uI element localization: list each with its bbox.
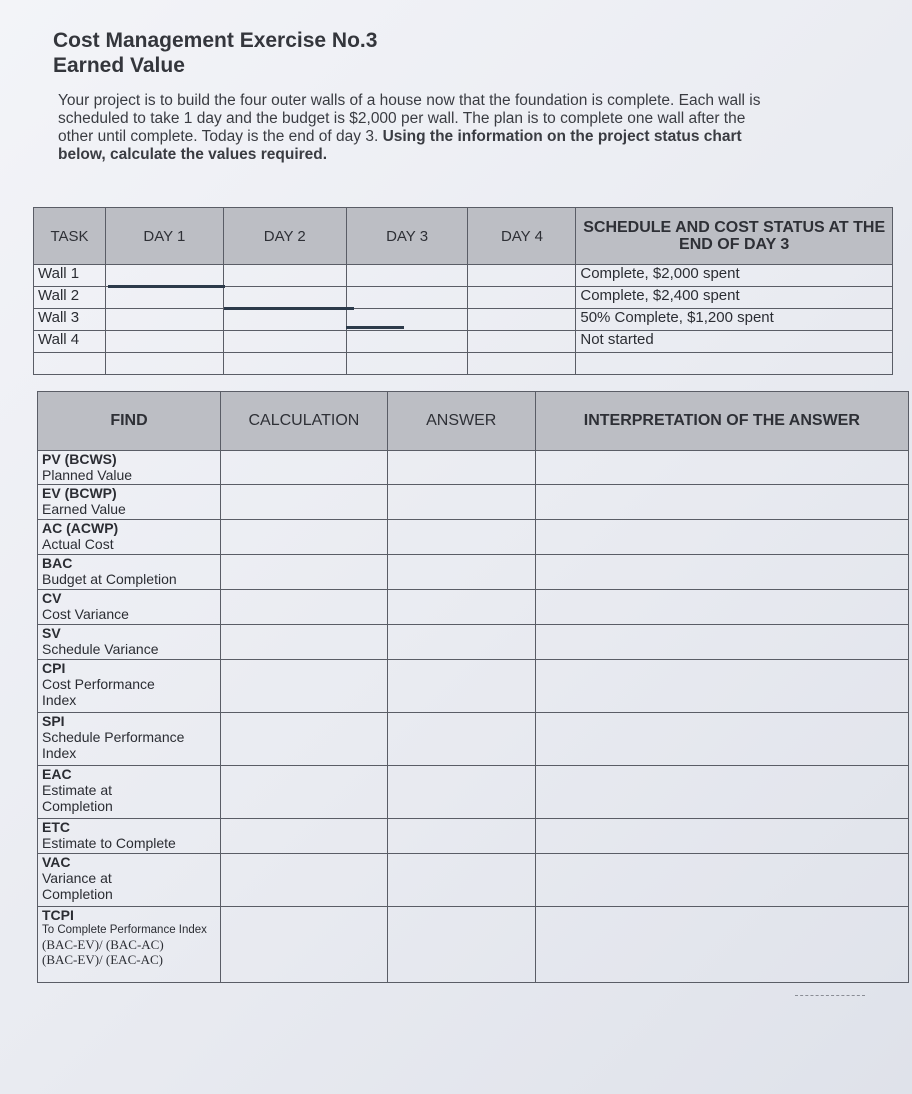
metric-abbr: TCPI — [42, 907, 74, 923]
calculation-cell[interactable] — [220, 625, 387, 660]
find-cell — [38, 660, 221, 713]
find-cell — [38, 485, 221, 520]
find-cell — [38, 854, 221, 907]
intro-instruction: Using the information on the project status chart below, calculate the values required. — [58, 128, 742, 163]
metric-full: Variance at Completion — [42, 870, 113, 902]
metric-full: Cost Performance Index — [42, 676, 155, 708]
empty-cell — [346, 353, 468, 375]
intro-paragraph — [58, 92, 778, 164]
tcpi-formula-2: (BAC-EV)/ (EAC-AC) — [42, 952, 163, 967]
calculation-cell[interactable] — [220, 854, 387, 907]
status-row — [34, 287, 893, 309]
calculation-cell[interactable] — [220, 485, 387, 520]
calculation-cell[interactable] — [220, 819, 387, 854]
metric-abbr: ETC — [42, 819, 70, 835]
find-row-etc — [38, 819, 909, 854]
task-cell: Wall 2 — [34, 287, 106, 309]
day-cell — [223, 309, 346, 331]
day-cell — [468, 331, 576, 353]
answer-cell[interactable] — [387, 819, 535, 854]
day-cell — [105, 331, 223, 353]
header-interpretation: INTERPRETATION OF THE ANSWER — [535, 392, 908, 451]
interpretation-cell[interactable] — [535, 625, 908, 660]
day-cell — [223, 265, 346, 287]
metric-full: Budget at Completion — [42, 571, 177, 587]
status-cell: Complete, $2,400 spent — [576, 287, 893, 309]
metric-abbr: SPI — [42, 713, 65, 729]
interpretation-cell[interactable] — [535, 485, 908, 520]
calculation-cell[interactable] — [220, 713, 387, 766]
gantt-bar-wall-3 — [346, 326, 404, 329]
status-row-empty — [34, 353, 893, 375]
status-row — [34, 309, 893, 331]
find-cell — [38, 590, 221, 625]
calculation-cell[interactable] — [220, 451, 387, 485]
interpretation-cell[interactable] — [535, 660, 908, 713]
day-cell — [468, 309, 576, 331]
find-row-tcpi — [38, 907, 909, 983]
find-row-eac — [38, 766, 909, 819]
title-line-2: Earned Value — [53, 54, 185, 77]
find-row-vac — [38, 854, 909, 907]
find-row-sv — [38, 625, 909, 660]
header-day-3: DAY 3 — [346, 208, 468, 265]
find-header-row — [38, 392, 909, 451]
metric-abbr: EV (BCWP) — [42, 485, 117, 501]
metric-abbr: BAC — [42, 555, 73, 571]
calculation-cell[interactable] — [220, 907, 387, 983]
task-cell: Wall 4 — [34, 331, 106, 353]
find-cell — [38, 766, 221, 819]
metric-abbr: VAC — [42, 854, 71, 870]
header-task: TASK — [34, 208, 106, 265]
metric-full: Estimate at Completion — [42, 782, 113, 814]
metric-abbr: SV — [42, 625, 61, 641]
metric-abbr: PV (BCWS) — [42, 451, 117, 467]
interpretation-cell[interactable] — [535, 451, 908, 485]
day-cell — [468, 265, 576, 287]
find-row-ac — [38, 520, 909, 555]
day-cell — [346, 265, 468, 287]
status-cell: Not started — [576, 331, 893, 353]
find-row-pv — [38, 451, 909, 485]
answer-cell[interactable] — [387, 590, 535, 625]
find-cell — [38, 451, 221, 485]
answer-cell[interactable] — [387, 485, 535, 520]
interpretation-cell[interactable] — [535, 713, 908, 766]
find-cell — [38, 625, 221, 660]
status-row — [34, 331, 893, 353]
tcpi-formula-1: (BAC-EV)/ (BAC-AC) — [42, 937, 164, 952]
find-cell — [38, 555, 221, 590]
interpretation-cell[interactable] — [535, 555, 908, 590]
metric-full: Cost Variance — [42, 606, 129, 622]
find-cell — [38, 907, 221, 983]
empty-cell — [223, 353, 346, 375]
empty-cell — [34, 353, 106, 375]
day-cell — [346, 331, 468, 353]
metric-full: Earned Value — [42, 501, 126, 517]
day-cell — [105, 265, 223, 287]
calculation-cell[interactable] — [220, 590, 387, 625]
answer-cell[interactable] — [387, 854, 535, 907]
status-row — [34, 265, 893, 287]
document-title — [53, 28, 377, 78]
pencil-dash-mark — [795, 995, 865, 996]
find-cell — [38, 819, 221, 854]
metric-full: Schedule Performance Index — [42, 729, 185, 761]
header-find: FIND — [38, 392, 221, 451]
find-cell — [38, 520, 221, 555]
calculation-cell[interactable] — [220, 555, 387, 590]
metric-full: Planned Value — [42, 467, 133, 483]
find-cell — [38, 713, 221, 766]
find-row-bac — [38, 555, 909, 590]
metric-abbr: EAC — [42, 766, 72, 782]
metric-abbr: CPI — [42, 660, 66, 676]
task-cell: Wall 1 — [34, 265, 106, 287]
calculation-cell[interactable] — [220, 660, 387, 713]
interpretation-cell[interactable] — [535, 907, 908, 983]
gantt-bar-wall-1 — [108, 285, 225, 288]
header-answer: ANSWER — [387, 392, 535, 451]
find-row-cpi — [38, 660, 909, 713]
answer-cell[interactable] — [387, 713, 535, 766]
calculation-cell[interactable] — [220, 766, 387, 819]
answer-cell[interactable] — [387, 660, 535, 713]
answer-cell[interactable] — [387, 555, 535, 590]
header-day-4: DAY 4 — [468, 208, 576, 265]
interpretation-cell[interactable] — [535, 520, 908, 555]
interpretation-cell[interactable] — [535, 766, 908, 819]
day-cell — [105, 309, 223, 331]
header-day-1: DAY 1 — [105, 208, 223, 265]
find-row-cv — [38, 590, 909, 625]
interpretation-cell[interactable] — [535, 854, 908, 907]
empty-cell — [105, 353, 223, 375]
answer-cell[interactable] — [387, 520, 535, 555]
intro-text: Your project is to build the four outer walls of a house now that the foundation is complete. Each wall is scheduled to take 1 day and the budget is $2,000 per wall. The plan is to complete one wall after the other until complete. Today is the end of day 3. — [58, 92, 761, 145]
project-status-chart — [33, 207, 893, 375]
answer-cell[interactable] — [387, 907, 535, 983]
day-cell — [346, 287, 468, 309]
empty-cell — [576, 353, 893, 375]
answer-cell[interactable] — [387, 451, 535, 485]
metric-abbr: CV — [42, 590, 62, 606]
title-line-1: Cost Management Exercise No.3 — [53, 29, 378, 52]
day-cell — [223, 287, 346, 309]
task-cell: Wall 3 — [34, 309, 106, 331]
answer-cell[interactable] — [387, 625, 535, 660]
metric-full: Estimate to Complete — [42, 835, 176, 851]
metric-full: Schedule Variance — [42, 641, 159, 657]
interpretation-cell[interactable] — [535, 819, 908, 854]
answer-cell[interactable] — [387, 766, 535, 819]
empty-cell — [468, 353, 576, 375]
find-row-ev — [38, 485, 909, 520]
day-cell — [223, 331, 346, 353]
status-cell: Complete, $2,000 spent — [576, 265, 893, 287]
calculation-cell[interactable] — [220, 520, 387, 555]
day-cell — [468, 287, 576, 309]
status-header-row — [34, 208, 893, 265]
header-day-2: DAY 2 — [223, 208, 346, 265]
metric-full: To Complete Performance Index — [42, 924, 207, 936]
find-row-spi — [38, 713, 909, 766]
metric-abbr: AC (ACWP) — [42, 520, 119, 536]
earned-value-calculation-table — [37, 391, 909, 983]
header-status: SCHEDULE AND COST STATUS AT THE END OF DAY 3 — [576, 208, 893, 265]
day-cell — [105, 287, 223, 309]
interpretation-cell[interactable] — [535, 590, 908, 625]
metric-full: Actual Cost — [42, 536, 114, 552]
header-calculation: CALCULATION — [220, 392, 387, 451]
gantt-bar-wall-2 — [224, 307, 354, 310]
status-cell: 50% Complete, $1,200 spent — [576, 309, 893, 331]
